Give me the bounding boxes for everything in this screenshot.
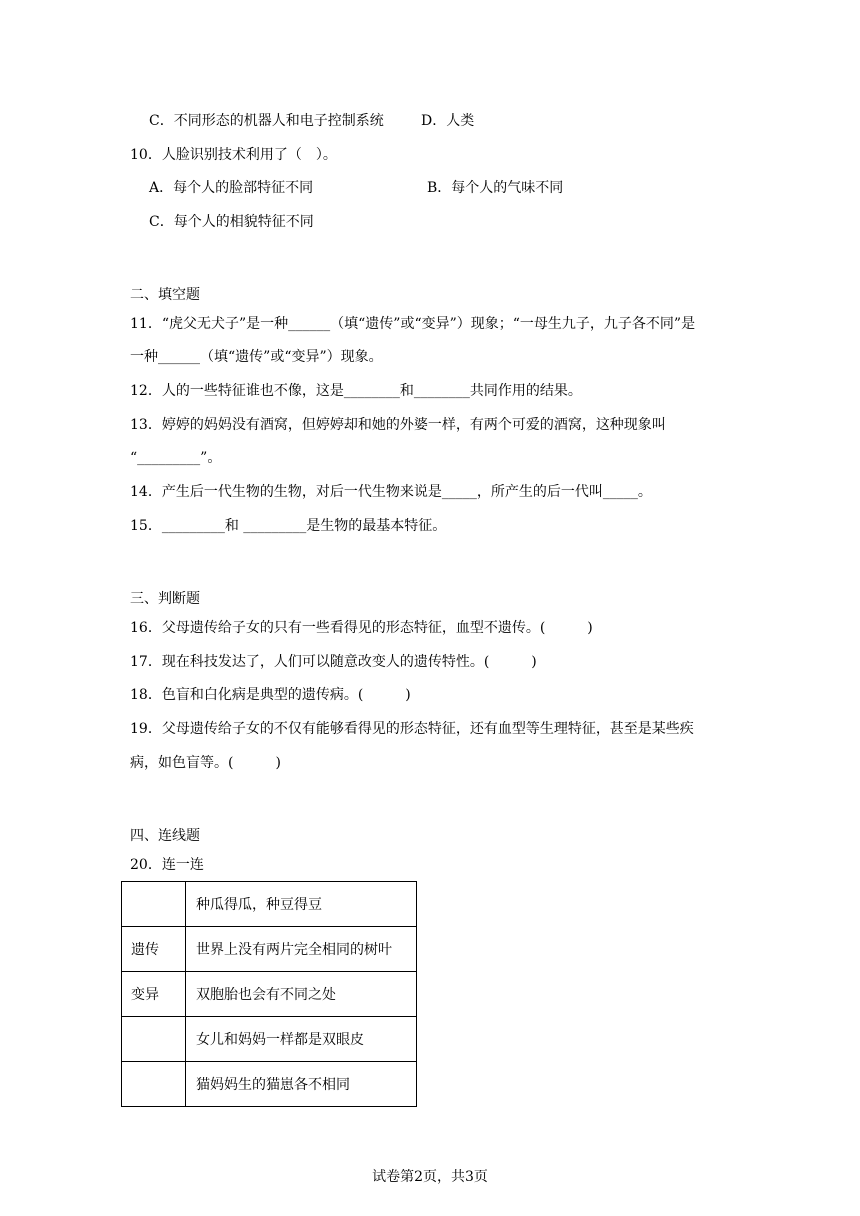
match-left-cell: 变异 — [122, 972, 186, 1017]
section-heading-fill: 二、填空题 — [130, 287, 200, 303]
q10-stem: 10．人脸识别技术利用了（ ）。 — [130, 147, 337, 163]
page-footer: 试卷第2页，共3页 — [372, 1169, 488, 1185]
q20-stem: 20．连一连 — [130, 857, 204, 873]
match-left-cell — [122, 1062, 186, 1107]
match-right-cell: 种瓜得瓜，种豆得豆 — [186, 882, 417, 927]
q9-option-d: D．人类 — [421, 113, 475, 129]
q13-line-2: “_________”。 — [130, 450, 222, 466]
match-right-cell: 双胞胎也会有不同之处 — [186, 972, 417, 1017]
q17: 17．现在科技发达了，人们可以随意改变人的遗传特性。( ) — [130, 654, 537, 670]
table-row — [122, 882, 417, 927]
q15: 15．_________和 _________是生物的最基本特征。 — [130, 518, 447, 534]
q11-line-2: 一种______（填“遗传”或“变异”）现象。 — [130, 349, 383, 365]
table-row — [122, 1062, 417, 1107]
q10-option-c: C．每个人的相貌特征不同 — [149, 214, 314, 230]
section-heading-judge: 三、判断题 — [130, 591, 200, 607]
match-left-cell — [122, 1017, 186, 1062]
table-row — [122, 927, 417, 972]
q18: 18．色盲和白化病是典型的遗传病。( ) — [130, 687, 411, 703]
q10-option-a: A．每个人的脸部特征不同 — [149, 180, 314, 196]
q12: 12．人的一些特征谁也不像，这是________和________共同作用的结果。 — [130, 383, 582, 399]
match-right-cell: 世界上没有两片完全相同的树叶 — [186, 927, 417, 972]
match-left-cell: 遗传 — [122, 927, 186, 972]
q10-option-b: B．每个人的气味不同 — [427, 180, 564, 196]
match-left-cell — [122, 882, 186, 927]
match-right-cell: 猫妈妈生的猫崽各不相同 — [186, 1062, 417, 1107]
section-heading-match: 四、连线题 — [130, 828, 200, 844]
q19-line-1: 19．父母遗传给子女的不仅有能够看得见的形态特征，还有血型等生理特征，甚至是某些疾 — [130, 721, 694, 737]
table-row — [122, 1017, 417, 1062]
q19-line-2: 病，如色盲等。( ) — [130, 755, 281, 771]
table-row — [122, 972, 417, 1017]
q9-option-c: C．不同形态的机器人和电子控制系统 — [149, 113, 384, 129]
q13-line-1: 13．婷婷的妈妈没有酒窝，但婷婷却和她的外婆一样，有两个可爱的酒窝，这种现象叫 — [130, 417, 666, 433]
matching-table — [121, 881, 417, 1107]
q14: 14．产生后一代生物的生物，对后一代生物来说是_____，所产生的后一代叫_____。 — [130, 484, 652, 500]
q16: 16．父母遗传给子女的只有一些看得见的形态特征，血型不遗传。( ) — [130, 620, 593, 636]
q11-line-1: 11．“虎父无犬子”是一种______（填“遗传”或“变异”）现象；“一母生九子，九子各不同”是 — [130, 316, 696, 332]
match-right-cell: 女儿和妈妈一样都是双眼皮 — [186, 1017, 417, 1062]
